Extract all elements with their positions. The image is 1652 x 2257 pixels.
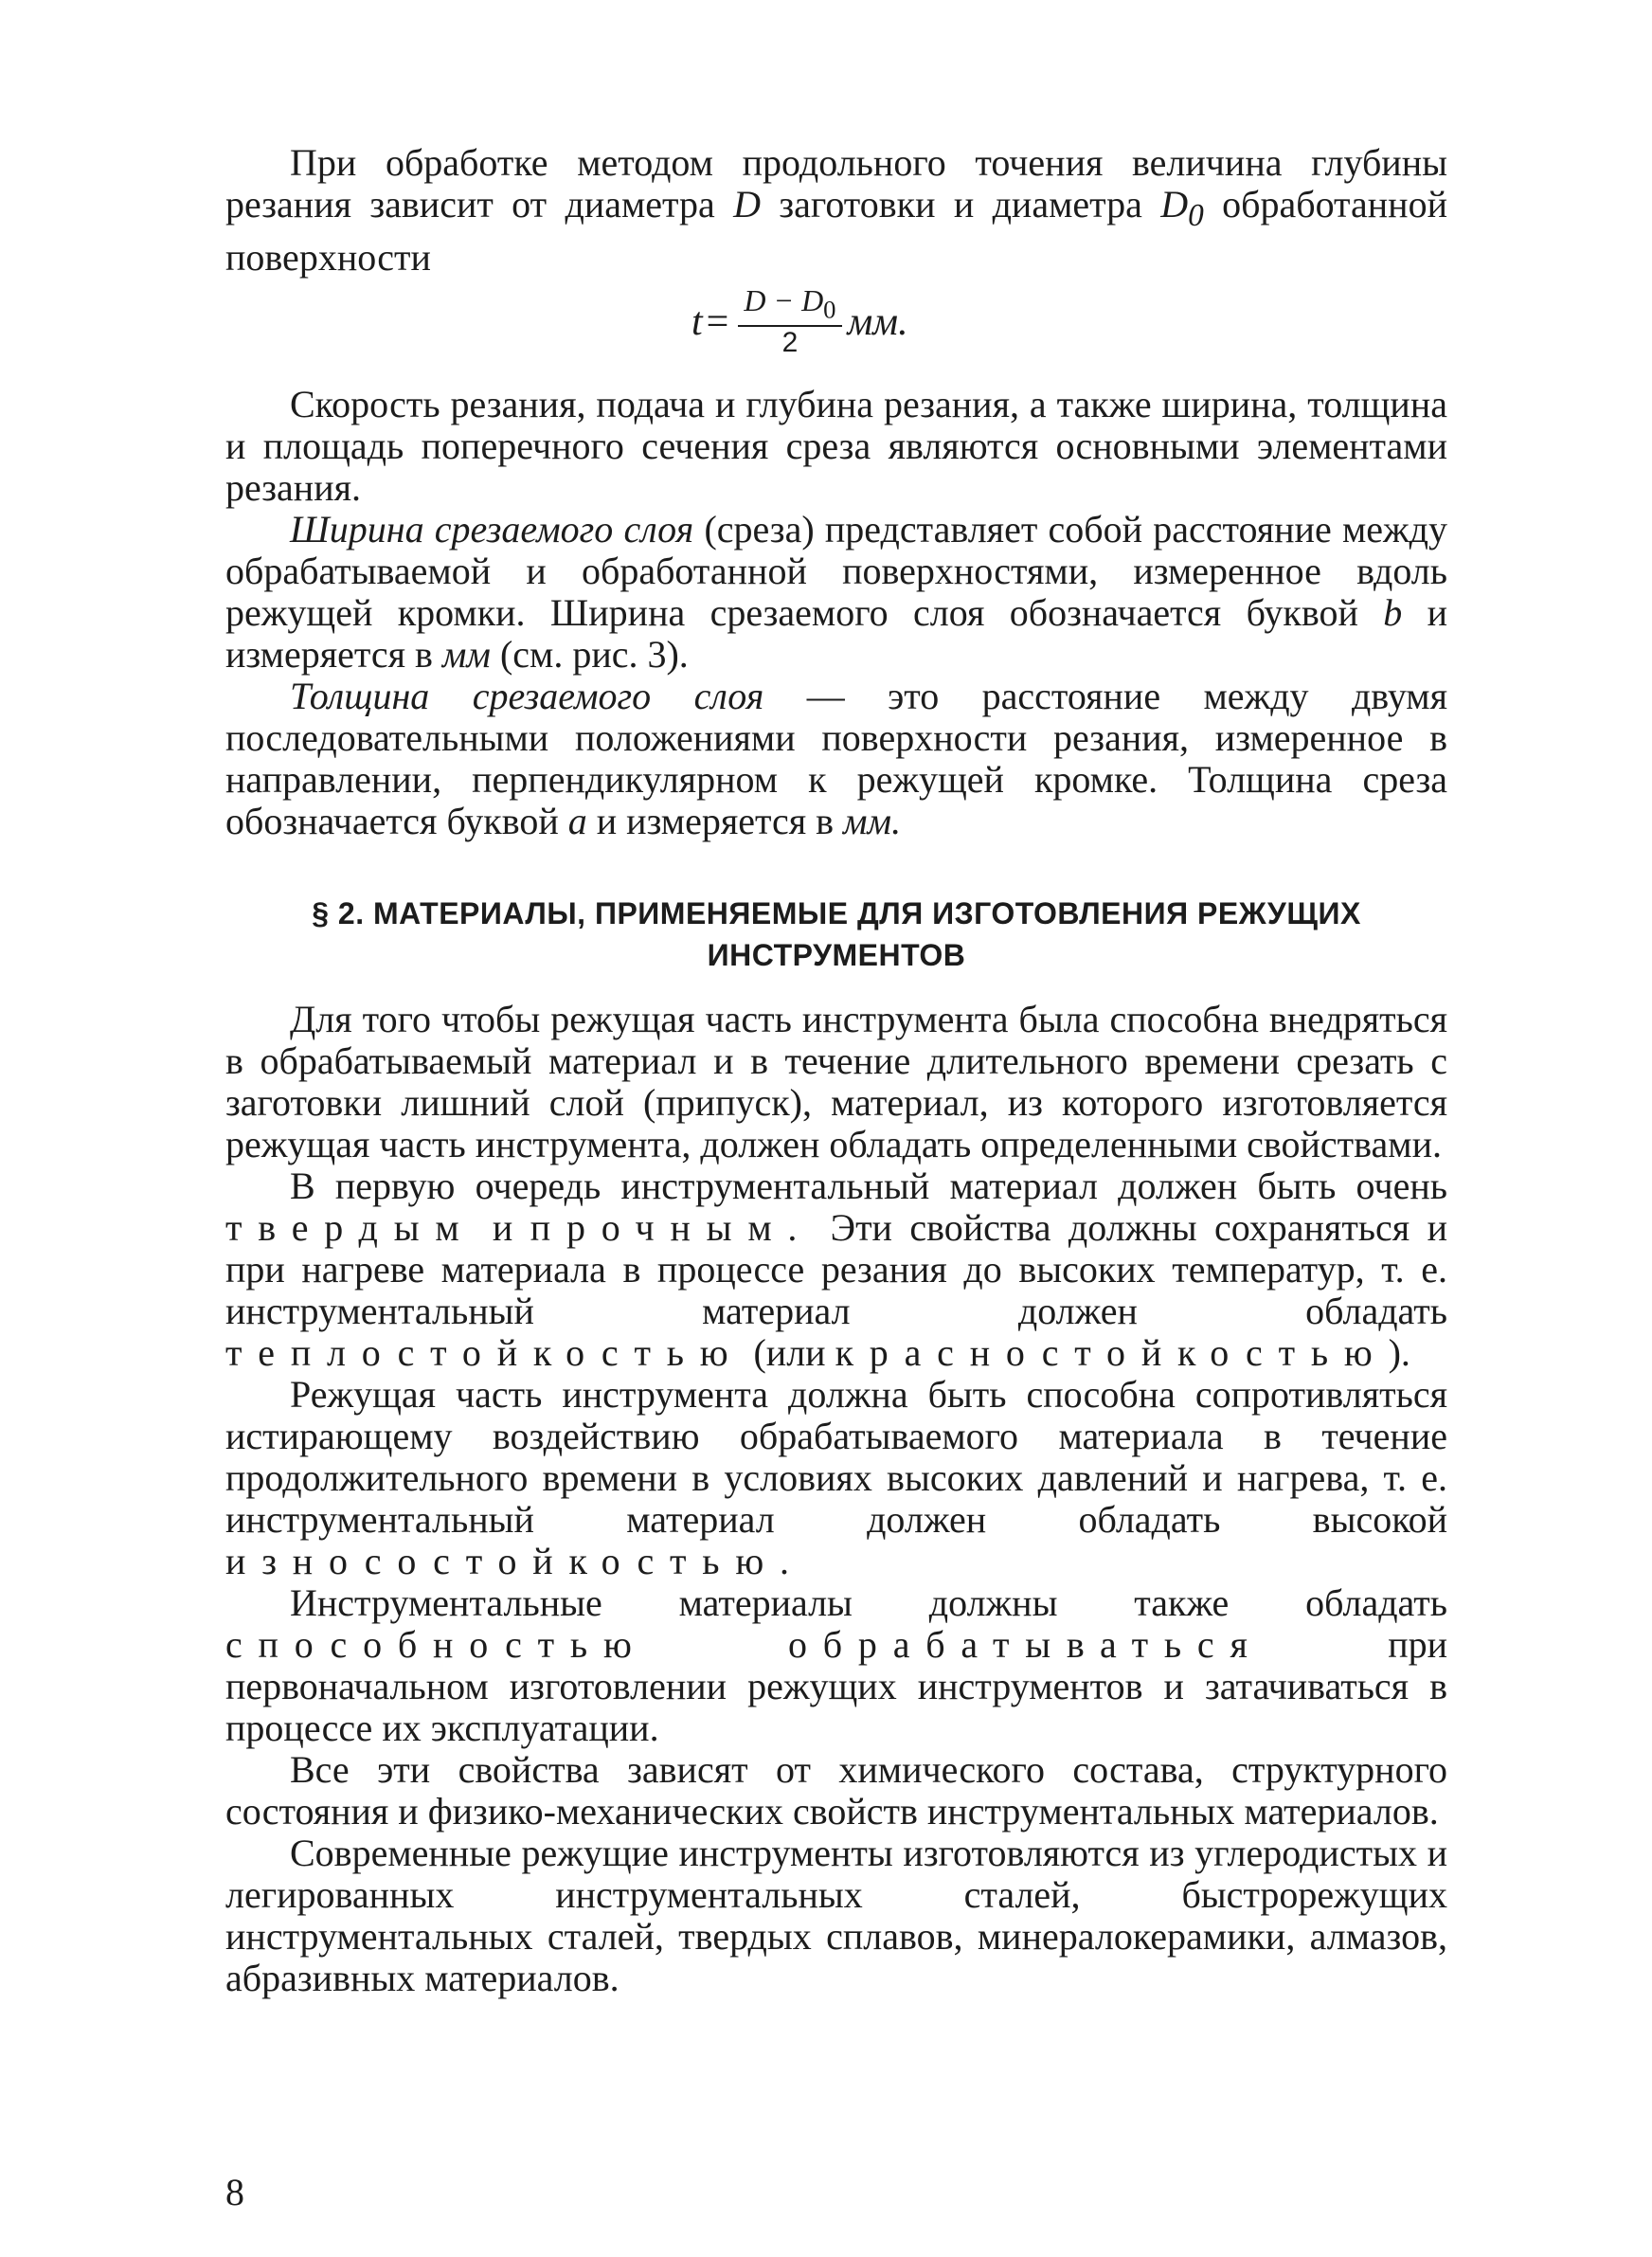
paragraph-depth-of-cut: При обработке методом продольного точения величина глубины резания зависит от диаметра D заготовки и диаметра $D_0$ обработанной поверхности xyxy=(225,141,1447,279)
paragraph-purpose: Для того чтобы режущая часть инструмента была способна внедряться в обрабатываемый материал и в течение длительного времени срезать с заготовки лишний слой (припуск), материал, из которого изготовляется режущая часть инструмента, должен обладать определенными свойствами. xyxy=(225,998,1447,1165)
formula-unit: мм. xyxy=(847,299,908,344)
formula-denominator: 2 xyxy=(781,327,799,359)
formula-fraction xyxy=(738,284,841,359)
paragraph-properties: Все эти свойства зависят от химического состава, структурного состояния и физико-механических свойств инструментальных материалов. xyxy=(225,1748,1447,1833)
term-wear-resistance: износостойкостью. xyxy=(225,1540,805,1582)
formula-numerator: $D - D_0$ xyxy=(738,284,841,327)
variable-d: D xyxy=(733,183,762,226)
formula-lhs: t xyxy=(691,299,703,344)
term-strong: прочным. xyxy=(530,1206,814,1249)
variable-b: b xyxy=(1383,591,1403,634)
term-cut-width: Ширина срезаемого слоя xyxy=(290,508,694,551)
term-cut-thickness: Толщина срезаемого слоя xyxy=(290,675,764,717)
term-heat-resistance: теплостойкостью xyxy=(225,1331,745,1374)
paragraph-machinability: Инструментальные материалы должны также обладать способностью обрабатываться при первоначальном изготовлении режущих инструментов и затачиваться в процессе их эксплуатации. xyxy=(225,1581,1448,1749)
paragraph-wear-resistance: Режущая часть инструмента должна быть способна сопротивляться истирающему воздействию обрабатываемого материала в течение продолжительного времени в условиях высоких давлений и нагрева, т. е. инструментальный материал должен обладать высокой износостойкостью. xyxy=(225,1373,1447,1582)
materials-block xyxy=(225,999,1447,1999)
formula-equals: = xyxy=(706,299,729,344)
section-heading-line-2: ИНСТРУМЕНТОВ xyxy=(707,938,966,972)
section-heading xyxy=(225,893,1447,976)
paragraph-modern-materials: Современные режущие инструменты изготовляются из углеродистых и легированных инструментальных сталей, быстрорежущих инструментальных сталей, твердых сплавов, минералокерамики, алмазов, абразивных материалов. xyxy=(225,1832,1447,1999)
term-red-hardness: красностойкостью xyxy=(835,1331,1389,1374)
paragraph-cut-thickness: Толщина срезаемого слоя — это расстояние между двумя последовательными положениями поверхности резания, измеренное в направлении, перпендикулярном к режущей кромке. Толщина среза обозначается буквой a и измеряется в мм. xyxy=(225,675,1447,842)
page-number: 8 xyxy=(225,2171,244,2213)
paragraph-cut-width: Ширина срезаемого слоя (среза) представляет собой расстояние между обрабатываемой и обработанной поверхностями, измеренное вдоль режущей кромки. Ширина срезаемого слоя обозначается буквой b и измеряется в мм (см. рис. 3). xyxy=(225,508,1447,676)
term-machinability: способностью обрабатываться xyxy=(225,1623,1264,1666)
term-hard: твердым xyxy=(225,1206,476,1249)
depth-of-cut-formula xyxy=(691,284,908,359)
elements-block xyxy=(225,384,1447,842)
section-heading-line-1: § 2. МАТЕРИАЛЫ, ПРИМЕНЯЕМЫЕ ДЛЯ ИЗГОТОВЛЕНИЯ РЕЖУЩИХ xyxy=(312,896,1361,930)
paragraph-cutting-elements: Скорость резания, подача и глубина резания, а также ширина, толщина и площадь поперечного сечения среза являются основными элементами резания. xyxy=(225,383,1447,509)
variable-a: a xyxy=(567,800,587,842)
intro-block xyxy=(225,142,1447,279)
paragraph-hardness: В первую очередь инструментальный материал должен быть очень твердым и прочным. Эти свойства должны сохраняться и при нагреве материала в процессе резания до высоких температур, т. е. инструментальный материал должен обладать теплостойкостью (или красностойкостью). xyxy=(225,1165,1448,1374)
variable-d0: $D_0$ xyxy=(1160,183,1204,233)
